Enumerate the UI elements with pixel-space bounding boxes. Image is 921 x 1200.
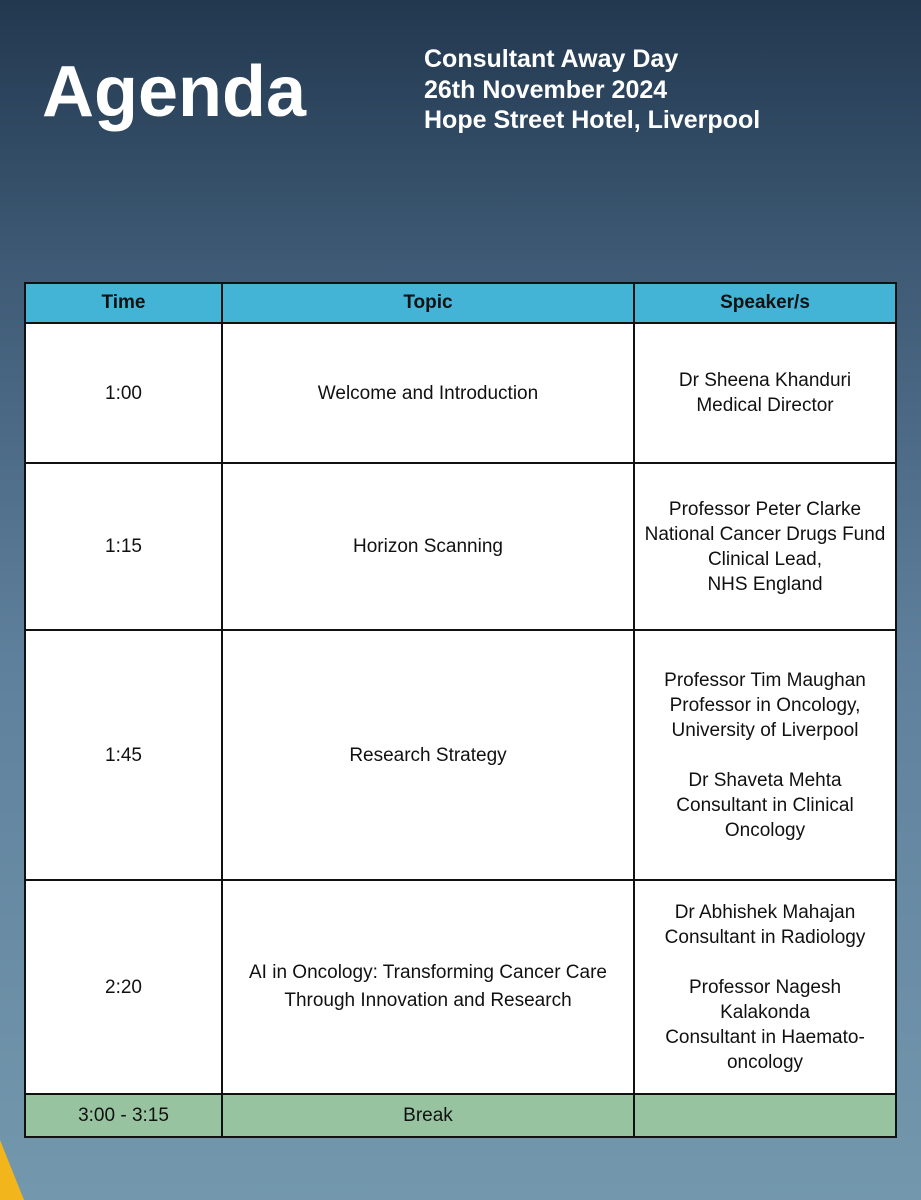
- speaker-line: Professor Tim Maughan: [664, 669, 866, 691]
- table-row: [25, 463, 896, 630]
- speakers-cell: [634, 880, 896, 1094]
- page-title: Agenda: [42, 52, 307, 132]
- speaker-line: Dr Shaveta Mehta: [688, 769, 842, 791]
- speaker-line: University of Liverpool: [671, 719, 859, 741]
- column-header-topic: Topic: [222, 283, 634, 323]
- corner-accent-shape: [0, 1140, 24, 1200]
- table-header-row: [25, 283, 896, 323]
- speaker-line: NHS England: [707, 573, 823, 595]
- topic-cell: Research Strategy: [222, 630, 634, 880]
- speakers-cell: [634, 463, 896, 630]
- event-venue: Hope Street Hotel, Liverpool: [424, 106, 761, 134]
- topic-cell: Welcome and Introduction: [222, 323, 634, 463]
- agenda-table: [24, 282, 897, 1138]
- topic-line: Through Innovation and Research: [284, 990, 572, 1011]
- speaker-line: Professor Peter Clarke: [668, 498, 862, 520]
- table-row: [25, 630, 896, 880]
- table-row: [25, 323, 896, 463]
- column-header-time: Time: [25, 283, 222, 323]
- speaker-line: Clinical Lead,: [707, 548, 823, 570]
- speaker-line: Medical Director: [696, 395, 834, 416]
- event-name: Consultant Away Day: [424, 45, 679, 73]
- time-cell: 1:00: [25, 323, 222, 463]
- speaker-line: Dr Sheena Khanduri: [678, 370, 852, 391]
- speaker-line: Kalakonda: [720, 1001, 810, 1023]
- speaker-line: Consultant in Radiology: [664, 926, 866, 948]
- break-row: [25, 1094, 896, 1137]
- break-time-cell: 3:00 - 3:15: [25, 1094, 222, 1137]
- break-speakers-cell: [634, 1094, 896, 1137]
- speaker-line: oncology: [726, 1051, 804, 1073]
- break-topic-cell: Break: [222, 1094, 634, 1137]
- speaker-spacer: [637, 743, 893, 768]
- speaker-line: Professor in Oncology,: [669, 694, 861, 716]
- speakers-cell: [634, 630, 896, 880]
- topic-line: AI in Oncology: Transforming Cancer Care: [249, 962, 607, 983]
- speaker-line: National Cancer Drugs Fund: [644, 523, 886, 545]
- topic-cell: [222, 880, 634, 1094]
- speaker-line: Professor Nagesh: [688, 976, 842, 998]
- column-header-speakers: Speaker/s: [634, 283, 896, 323]
- time-cell: 1:15: [25, 463, 222, 630]
- topic-cell: Horizon Scanning: [222, 463, 634, 630]
- event-date: 26th November 2024: [424, 75, 668, 104]
- speaker-line: Dr Abhishek Mahajan: [674, 901, 856, 923]
- speakers-cell: [634, 323, 896, 463]
- speaker-line: Consultant in Haemato-: [665, 1026, 865, 1048]
- speaker-line: Consultant in Clinical: [676, 794, 854, 816]
- event-info: [424, 44, 760, 136]
- speaker-spacer: [637, 950, 893, 975]
- speaker-line: Oncology: [724, 819, 806, 841]
- time-cell: 2:20: [25, 880, 222, 1094]
- time-cell: 1:45: [25, 630, 222, 880]
- table-row: [25, 880, 896, 1094]
